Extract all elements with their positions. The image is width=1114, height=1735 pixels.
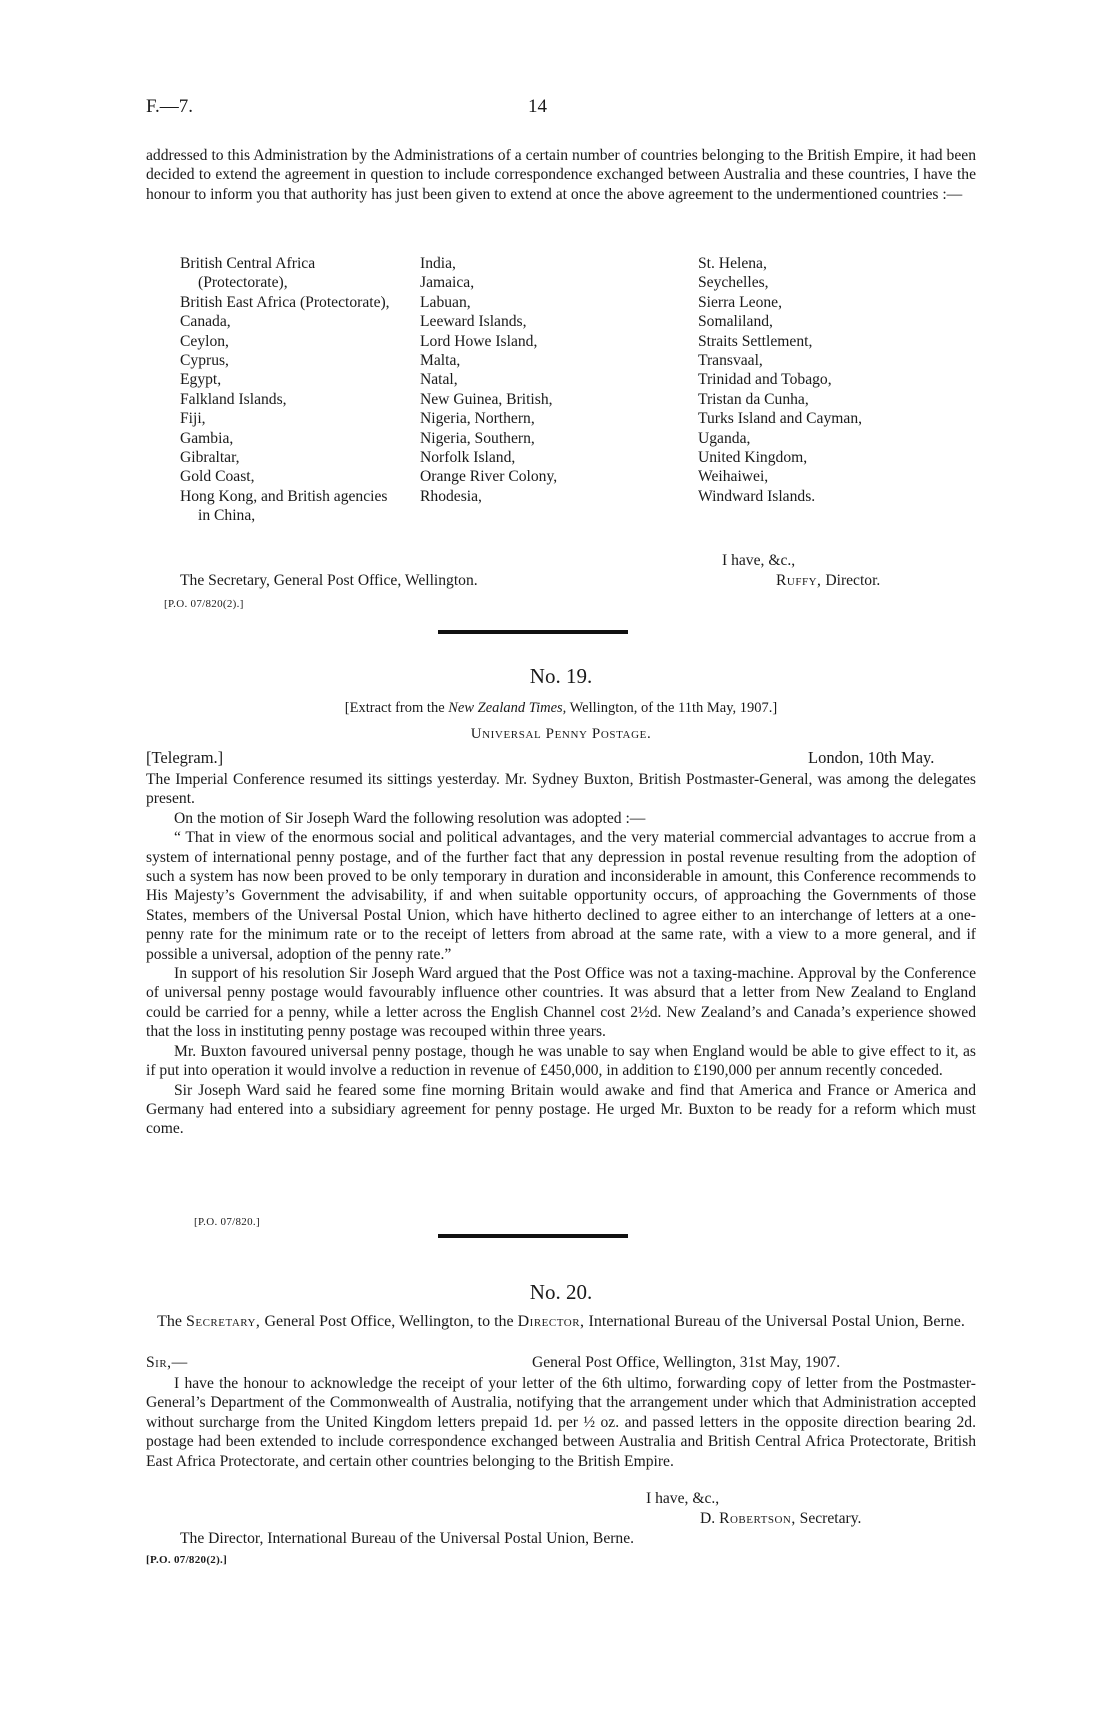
country-item: Trinidad and Tobago,: [698, 371, 832, 389]
address-text: International Bureau of the Universal Postal Union, Berne.: [584, 1313, 965, 1330]
country-item: Gold Coast,: [180, 468, 255, 486]
dateline: General Post Office, Wellington, 31st May, 1907.: [532, 1354, 841, 1371]
country-item: Turks Island and Cayman,: [698, 410, 863, 428]
file-reference: [P.O. 07/820(2).]: [146, 1554, 228, 1566]
recipient-line: The Secretary, General Post Office, Wellington.: [180, 572, 478, 589]
section-divider: [438, 1234, 628, 1238]
country-item: Labuan,: [420, 293, 471, 311]
file-reference: [P.O. 07/820.]: [194, 1216, 260, 1228]
signature: [700, 1510, 861, 1528]
country-item: Straits Settlement,: [698, 332, 813, 350]
paragraph: I have the honour to acknowledge the receipt of your letter of the 6th ultimo, forwarding copy of letter from the Postmaster-General’s Department of the Commonwealth of Australia, notifying that the arrangement under which that Administration accepted without surcharge from the United Kingdom letters prepaid 1d. per ½ oz. and passed letters in the opposite direction bearing 2d. postage had been extended to include correspondence exchanged between Australia and British Central Africa Protectorate, British East Africa Protectorate, and certain other countries belonging to the British Empire.: [146, 1375, 976, 1470]
newspaper-name: New Zealand Times,: [448, 700, 567, 716]
country-item: St. Helena,: [698, 255, 767, 272]
country-item: Uganda,: [698, 429, 751, 447]
document-code: F.—7.: [146, 96, 194, 117]
signature: [776, 572, 880, 590]
signatory-title: Director.: [825, 572, 881, 589]
country-item: British East Africa (Protectorate),: [180, 293, 390, 311]
country-item: Lord Howe Island,: [420, 332, 538, 350]
country-item: Rhodesia,: [420, 487, 482, 505]
signatory-title: Secretary.: [799, 1510, 862, 1527]
paragraph: In support of his resolution Sir Joseph Ward argued that the Post Office was not a taxing-machine. Approval by the Conference of universal penny postage would favourably influence other countries. It was absurd that a letter from New Zealand to England could be carried for a penny, while a letter across the English Channel cost 2½d. New Zealand’s and Canada’s experience showed that the loss in instituting penny postage was recouped within three years.: [146, 965, 976, 1041]
paragraph: The Imperial Conference resumed its sittings yesterday. Mr. Sydney Buxton, British Postmaster-General, was among the delegates present.: [146, 771, 976, 808]
intro-paragraph: addressed to this Administration by the Administrations of a certain number of countries belonging to the British Empire, it had been decided to extend the agreement in question to include correspondence exchanged between Australia and these countries, I have the honour to inform you that authority has just been given to extend at once the above agreement to the undermentioned countries :—: [146, 147, 976, 203]
country-item: Sierra Leone,: [698, 293, 782, 311]
letter-body: [146, 1374, 976, 1471]
country-column-2: [420, 254, 670, 506]
paragraph: On the motion of Sir Joseph Ward the following resolution was adopted :—: [174, 809, 646, 827]
extract-text-end: Wellington, of the 11th May, 1907.]: [566, 700, 778, 716]
section-heading: No. 19.: [529, 664, 593, 688]
extract-note: [146, 700, 976, 717]
subheading: Universal Penny Postage.: [470, 726, 652, 742]
country-item: Windward Islands.: [698, 487, 816, 505]
country-item: Seychelles,: [698, 274, 769, 292]
country-column-1: [180, 254, 400, 526]
country-item: Weihaiwei,: [698, 468, 769, 486]
letter-address: [146, 1312, 976, 1331]
sign-off: I have, &c.,: [722, 552, 796, 569]
country-item: Natal,: [420, 371, 458, 389]
country-item: Malta,: [420, 352, 461, 370]
file-reference: [P.O. 07/820(2).]: [164, 598, 244, 610]
section-heading: No. 20.: [529, 1280, 593, 1304]
country-item: Ceylon,: [180, 332, 229, 350]
country-item: Jamaica,: [420, 274, 475, 292]
address-text: The: [157, 1313, 186, 1330]
country-item: Gibraltar,: [180, 449, 240, 467]
country-item: Cyprus,: [180, 352, 229, 370]
country-item: Nigeria, Southern,: [420, 429, 535, 447]
recipient-line: The Director, International Bureau of the Universal Postal Union, Berne.: [180, 1530, 635, 1547]
country-item: Norfolk Island,: [420, 449, 516, 467]
address-recipient: Director,: [517, 1313, 585, 1330]
country-item: Fiji,: [180, 410, 206, 428]
country-item: Nigeria, Northern,: [420, 410, 535, 428]
address-text: General Post Office, Wellington, to the: [260, 1313, 518, 1330]
address-sender: Secretary,: [185, 1313, 261, 1330]
country-item: Tristan da Cunha,: [698, 390, 809, 408]
signatory-name: Ruffy,: [776, 572, 822, 589]
letter-intro: [146, 146, 976, 204]
salutation: Sir,—: [146, 1354, 188, 1371]
article-body: [146, 770, 976, 1139]
country-item: Orange River Colony,: [420, 468, 558, 486]
country-item: Egypt,: [180, 371, 222, 389]
country-item: Falkland Islands,: [180, 390, 287, 408]
paragraph: Sir Joseph Ward said he feared some fine morning Britain would awake and find that America and France or America and Germany had entered into a subsidiary agreement for penny postage. He urged Mr. Buxton to be ready for a reform which must come.: [146, 1081, 976, 1138]
section-divider: [438, 630, 628, 634]
dateline: London, 10th May.: [808, 748, 935, 767]
country-item: Gambia,: [180, 429, 234, 447]
country-item: India,: [420, 255, 456, 272]
country-item: Leeward Islands,: [420, 313, 527, 331]
resolution-quote: “ That in view of the enormous social and political advantages, and the very material commercial advantages to accrue from a system of international penny postage, and of the further fact that any depression in postal revenue resulting from the adoption of such a system has now been proved to be only temporary in duration and inconsiderable in amount, this Conference recommends to His Majesty’s Government the advisability, if and when suitable opportunity occurs, of approaching the Governments of those States, members of the Universal Postal Union, which have hitherto declined to agree either to an interchange of letters at a one-penny rate for the minimum rate or to the receipt of letters from abroad at the same rate, with a view to a more general, and if possible a universal, adoption of the penny rate.”: [146, 829, 976, 963]
signatory-initial: D.: [700, 1510, 720, 1527]
page-number: 14: [528, 96, 547, 117]
country-column-3: [698, 254, 968, 506]
country-item: United Kingdom,: [698, 449, 808, 467]
country-item: British Central Africa (Protectorate),: [180, 255, 316, 292]
country-item: Hong Kong, and British agencies in China,: [180, 487, 388, 525]
sign-off: I have, &c.,: [646, 1490, 720, 1507]
country-item: Transvaal,: [698, 352, 763, 370]
telegram-label: [Telegram.]: [146, 748, 224, 767]
country-item: Canada,: [180, 313, 231, 331]
country-item: New Guinea, British,: [420, 390, 553, 408]
paragraph: Mr. Buxton favoured universal penny postage, though he was unable to say when England would be able to give effect to it, as if put into operation it would involve a reduction in revenue of £450,000, in addition to £190,000 per annum recently conceded.: [146, 1042, 976, 1080]
extract-text: [Extract from the: [344, 700, 449, 716]
country-item: Somaliland,: [698, 313, 773, 331]
signatory-name: Robertson,: [719, 1510, 796, 1527]
running-head: [146, 96, 986, 122]
